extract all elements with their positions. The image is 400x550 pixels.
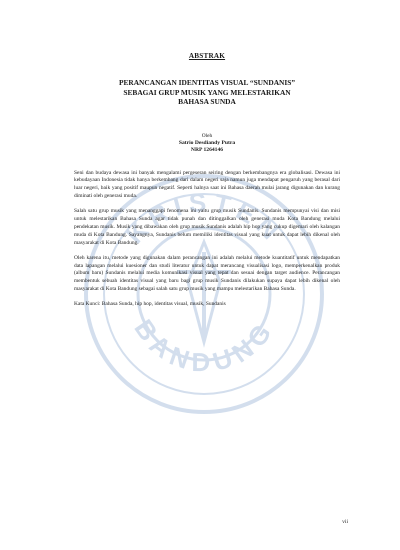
svg-text:BANDUNG: BANDUNG <box>128 313 281 378</box>
abstract-paragraph-2: Salah satu grup musik yang menanggapi fenomena ini yaitu grup musik Sundanis. Sundanis mempunyai visi dan misi untuk melestarikan Bahasa Sunda agar tidak punah dan ditinggalkan oleh generasi muda Kota Bandung melalui pendekatan musik. Musik yang dibawakan oleh grup musik Sundanis adalah hip hop yang cukup digemari oleh kalangan muda di Kota Bandung. Sayangnya, Sundanis belum memiliki identitas visual yang kuat untuk dapat lebih dikenal oleh masyarakat di Kota Bandung. <box>74 208 340 246</box>
title-line-2: SEBAGAI GRUP MUSIK YANG MELESTARIKAN <box>123 87 291 97</box>
abstract-content <box>74 52 340 309</box>
title-line-3: BAHASA SUNDA <box>178 97 236 106</box>
svg-text:KRISTEN: KRISTEN <box>119 187 290 250</box>
keywords-line: Kata Kunci: Bahasa Sunda, hip hop, identitas visual, musik, Sundanis <box>74 301 226 308</box>
by-label: Oleh <box>201 132 213 139</box>
title-line-1: PERANCANGAN IDENTITAS VISUAL “SUNDANIS” <box>118 78 296 87</box>
abstract-paragraph-3: Oleh karena itu, metode yang digunakan dalam perancangan ini adalah melalui metode kuantitatif untuk mendapatkan data lapangan melalui kuesioner dan studi literatur untuk dapat merancang visualisasi logo, memperkenalkan produk (album baru) Sundanis melalui media komunikasi visual yang tepat dan sesuai dengan target audience. Perancangan membentuk sebuah identitas visual yang baru bagi grup musik Sundanis dilakukan supaya dapat lebih dikenal oleh masyarakat di Kota Bandung sebagai salah satu grup musik yang mampu melestarikan Bahasa Sunda. <box>74 254 340 293</box>
abstract-paragraph-1: Seni dan budaya dewasa ini banyak mengalami pergeseran seiring dengan berkembangnya era globalisasi. Dewasa ini kebudayaan Indonesia tidak hanya berkembang dari dalam negeri saja namun juga mendapat pengaruh yang berasal dari luar negeri, baik yang positif maupun negatif. Seperti halnya saat ini Bahasa daerah mulai jarang digunakan dan kurang diminati oleh generasi muda. <box>74 169 340 200</box>
abstract-heading: ABSTRAK <box>188 52 226 60</box>
author-name: Satrio Desdiandy Putra <box>178 139 236 146</box>
student-id: NRP 1264146 <box>190 146 224 153</box>
document-title <box>74 78 340 107</box>
page-number: vii <box>342 519 348 525</box>
